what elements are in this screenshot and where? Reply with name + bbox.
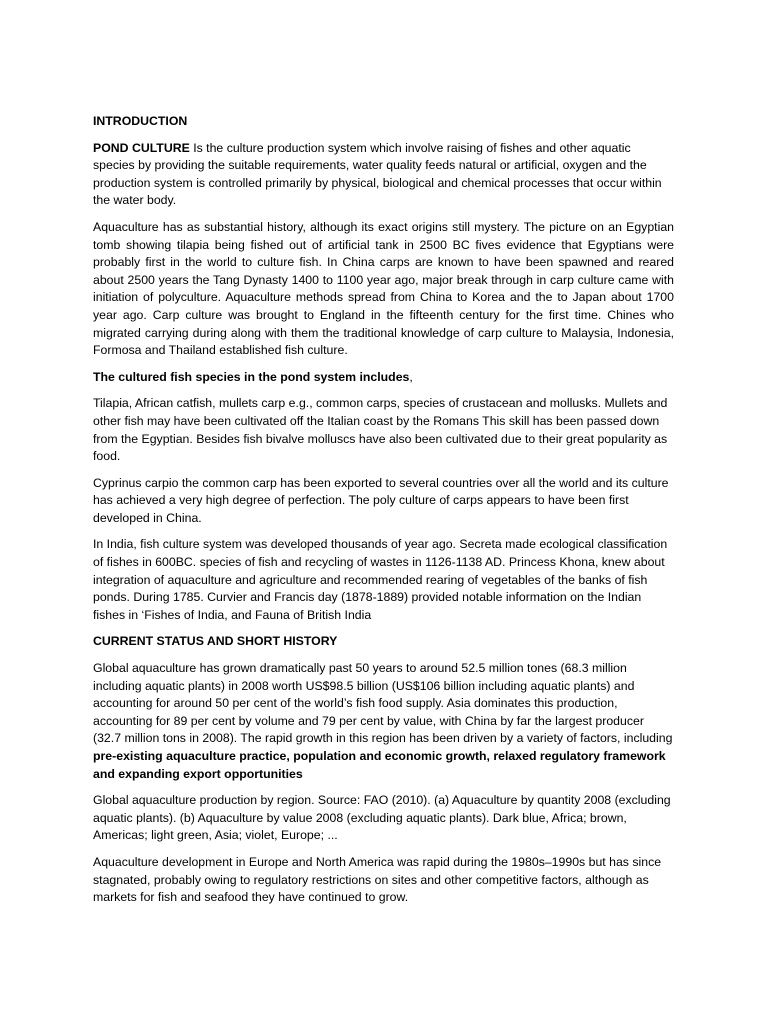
heading-current-status: CURRENT STATUS AND SHORT HISTORY: [93, 634, 338, 649]
heading-introduction: INTRODUCTION: [93, 114, 188, 128]
pond-culture-definition: Is the culture production system which involve raising of fishes and other aquatic species by providing the suitable requirements, water quality feeds natural or artificial, oxygen and the production system is controlled primarily by physical, biological and chemical processes that occur within the water body.: [93, 140, 662, 208]
document-body: [93, 113, 674, 916]
species-heading-comma: ,: [409, 369, 413, 384]
global-aquaculture-drivers: pre-existing aquaculture practice, population and economic growth, relaxed regulatory framework and expanding export opportunities: [93, 749, 666, 781]
pond-culture-term: POND CULTURE: [93, 140, 190, 155]
species-heading-text: The cultured fish species in the pond system includes: [93, 369, 410, 384]
paragraph-europe-north-america: Aquaculture development in Europe and North America was rapid during the 1980s–1990s but has since stagnated, probably owing to regulatory restrictions on sites and other competitive factors, although as markets for fish and seafood they have continued to grow.: [93, 854, 662, 905]
paragraph-species-heading: [93, 369, 674, 387]
paragraph-common-carp: Cyprinus carpio the common carp has been exported to several countries over all the world and its culture has achieved a very high degree of perfection. The poly culture of carps appears to have been first developed in China.: [93, 475, 669, 525]
paragraph-pond-culture: [93, 140, 674, 210]
global-aquaculture-text: Global aquaculture has grown dramatically past 50 years to around 52.5 million tones (68.3 million including aquatic plants) in 2008 worth US$98.5 billion (US$106 billion including aquatic plants) and accounting for around 50 per cent of the world’s fish food supply. Asia dominates this production, accounting for 89 per cent by volume and 79 per cent by value, with China by far the largest producer (32.7 million tons in 2008). The rapid growth in this region has been driven by a variety of factors, including: [93, 661, 673, 746]
paragraph-production-by-region: Global aquaculture production by region. Source: FAO (2010). (a) Aquaculture by quantity 2008 (excluding aquatic plants). (b) Aquaculture by value 2008 (excluding aquatic plants). Dark blue, Africa; brown, Americas; light green, Asia; violet, Europe; ...: [93, 793, 671, 843]
paragraph-global-aquaculture: [93, 660, 674, 783]
paragraph-species-list: Tilapia, African catfish, mullets carp e.g., common carps, species of crustacean and mollusks. Mullets and other fish may have been cultivated off the Italian coast by the Romans This skill has been passed down from the Egyptian. Besides fish bivalve molluscs have also been cultivated due to their great popularity as food.: [93, 396, 668, 464]
paragraph-india: In India, fish culture system was developed thousands of year ago. Secreta made ecological classification of fishes in 600BC. species of fish and recycling of wastes in 1126-1138 AD. Princess Khona, knew about integration of aquaculture and agriculture and recommended rearing of vegetables of the banks of fish ponds. During 1785. Curvier and Francis day (1878-1889) provided notable information on the Indian fishes in ‘Fishes of India, and Fauna of British India: [93, 537, 668, 622]
paragraph-history: Aquaculture has as substantial history, although its exact origins still mystery. The picture on an Egyptian tomb showing tilapia being fished out of artificial tank in 2500 BC fives evidence that Egyptians were probably first in the world to culture fish. In China carps are known to have been spawned and reared about 2500 years the Tang Dynasty 1400 to 1100 year ago, major break through in carp culture came with initiation of polyculture. Aquaculture methods spread from China to Korea and the to Japan about 1700 year ago. Carp culture was brought to England in the fifteenth century for the first time. Chines who migrated carrying during along with them the traditional knowledge of carp culture to Malaysia, Indonesia, Formosa and Thailand established fish culture.: [93, 219, 674, 358]
